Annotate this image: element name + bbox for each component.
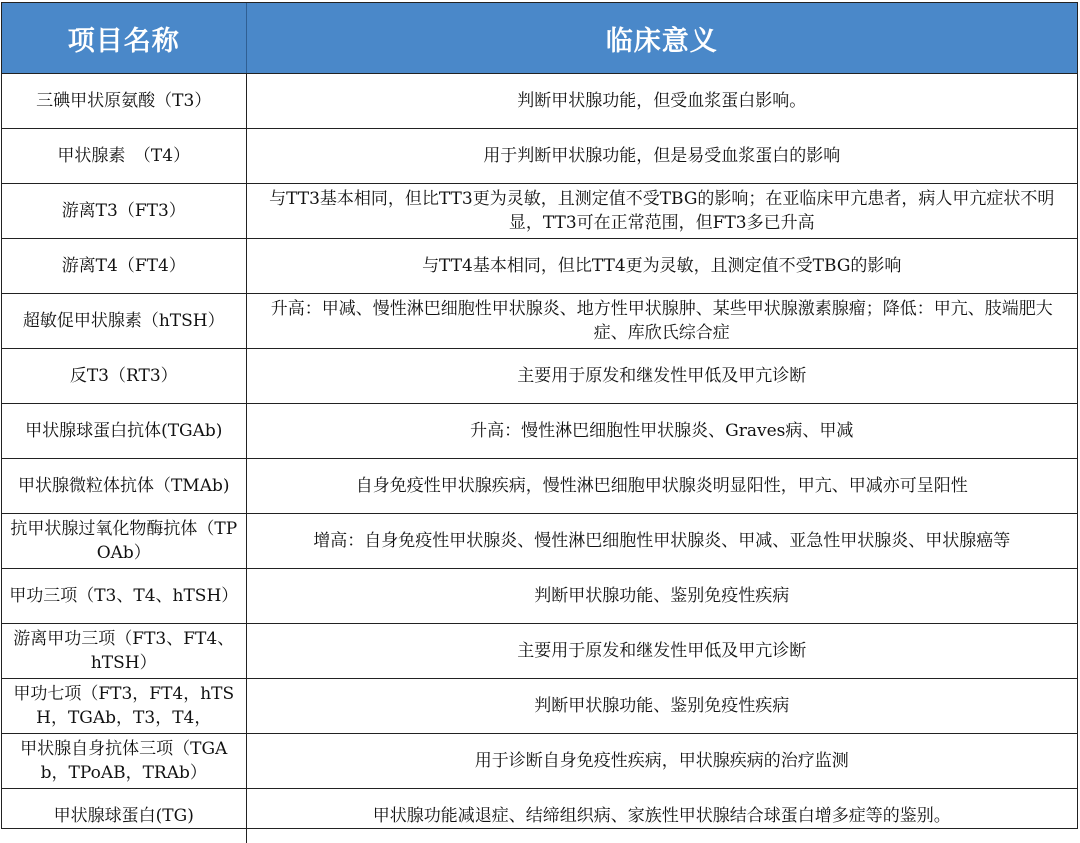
table-row (2, 789, 1077, 843)
item-name-cell: 甲功三项（T3、T4、hTSH） (2, 569, 246, 624)
significance-cell: 判断甲状腺功能、鉴别免疫性疾病 (246, 679, 1077, 734)
table-row (2, 734, 1077, 789)
table-row (2, 514, 1077, 569)
table-row (2, 349, 1077, 404)
table-row (2, 459, 1077, 514)
item-name-cell: 反T3（RT3） (2, 349, 246, 404)
header-row (2, 3, 1077, 74)
significance-cell: 用于判断甲状腺功能，但是易受血浆蛋白的影响 (246, 129, 1077, 184)
significance-cell: 增高：自身免疫性甲状腺炎、慢性淋巴细胞性甲状腺炎、甲减、亚急性甲状腺炎、甲状腺癌等 (246, 514, 1077, 569)
column-header-name: 项目名称 (2, 3, 246, 74)
data-table (2, 3, 1077, 843)
table-row (2, 74, 1077, 129)
item-name-cell: 甲状腺微粒体抗体（TMAb) (2, 459, 246, 514)
table-row (2, 624, 1077, 679)
significance-cell: 升高：甲减、慢性淋巴细胞性甲状腺炎、地方性甲状腺肿、某些甲状腺激素腺瘤；降低：甲亢、肢端肥大症、库欣氏综合症 (246, 294, 1077, 349)
table-row (2, 239, 1077, 294)
item-name-cell: 三碘甲状原氨酸（T3） (2, 74, 246, 129)
significance-cell: 升高：慢性淋巴细胞性甲状腺炎、Graves病、甲减 (246, 404, 1077, 459)
table-row (2, 294, 1077, 349)
significance-cell: 判断甲状腺功能、鉴别免疫性疾病 (246, 569, 1077, 624)
significance-cell: 甲状腺功能减退症、结缔组织病、家族性甲状腺结合球蛋白增多症等的鉴别。 (246, 789, 1077, 843)
item-name-cell: 甲状腺素 （T4） (2, 129, 246, 184)
significance-cell: 判断甲状腺功能，但受血浆蛋白影响。 (246, 74, 1077, 129)
thyroid-test-table (1, 2, 1078, 829)
item-name-cell: 抗甲状腺过氧化物酶抗体（TPOAb） (2, 514, 246, 569)
significance-cell: 主要用于原发和继发性甲低及甲亢诊断 (246, 349, 1077, 404)
table-body (2, 74, 1077, 843)
table-row (2, 404, 1077, 459)
table-row (2, 569, 1077, 624)
significance-cell: 自身免疫性甲状腺疾病，慢性淋巴细胞甲状腺炎明显阳性，甲亢、甲减亦可呈阳性 (246, 459, 1077, 514)
column-header-significance: 临床意义 (246, 3, 1077, 74)
significance-cell: 与TT4基本相同，但比TT4更为灵敏，且测定值不受TBG的影响 (246, 239, 1077, 294)
table-header (2, 3, 1077, 74)
significance-cell: 主要用于原发和继发性甲低及甲亢诊断 (246, 624, 1077, 679)
significance-cell: 与TT3基本相同，但比TT3更为灵敏，且测定值不受TBG的影响；在亚临床甲亢患者，病人甲亢症状不明显，TT3可在正常范围，但FT3多已升高 (246, 184, 1077, 239)
item-name-cell: 甲状腺自身抗体三项（TGAb，TPoAB，TRAb） (2, 734, 246, 789)
significance-cell: 用于诊断自身免疫性疾病，甲状腺疾病的治疗监测 (246, 734, 1077, 789)
item-name-cell: 游离T4（FT4） (2, 239, 246, 294)
item-name-cell: 游离T3（FT3） (2, 184, 246, 239)
table-row (2, 679, 1077, 734)
item-name-cell: 甲功七项（FT3，FT4，hTSH，TGAb，T3，T4， (2, 679, 246, 734)
table-row (2, 184, 1077, 239)
item-name-cell: 超敏促甲状腺素（hTSH） (2, 294, 246, 349)
table-row (2, 129, 1077, 184)
item-name-cell: 甲状腺球蛋白抗体(TGAb) (2, 404, 246, 459)
item-name-cell: 游离甲功三项（FT3、FT4、hTSH） (2, 624, 246, 679)
item-name-cell: 甲状腺球蛋白(TG) (2, 789, 246, 843)
